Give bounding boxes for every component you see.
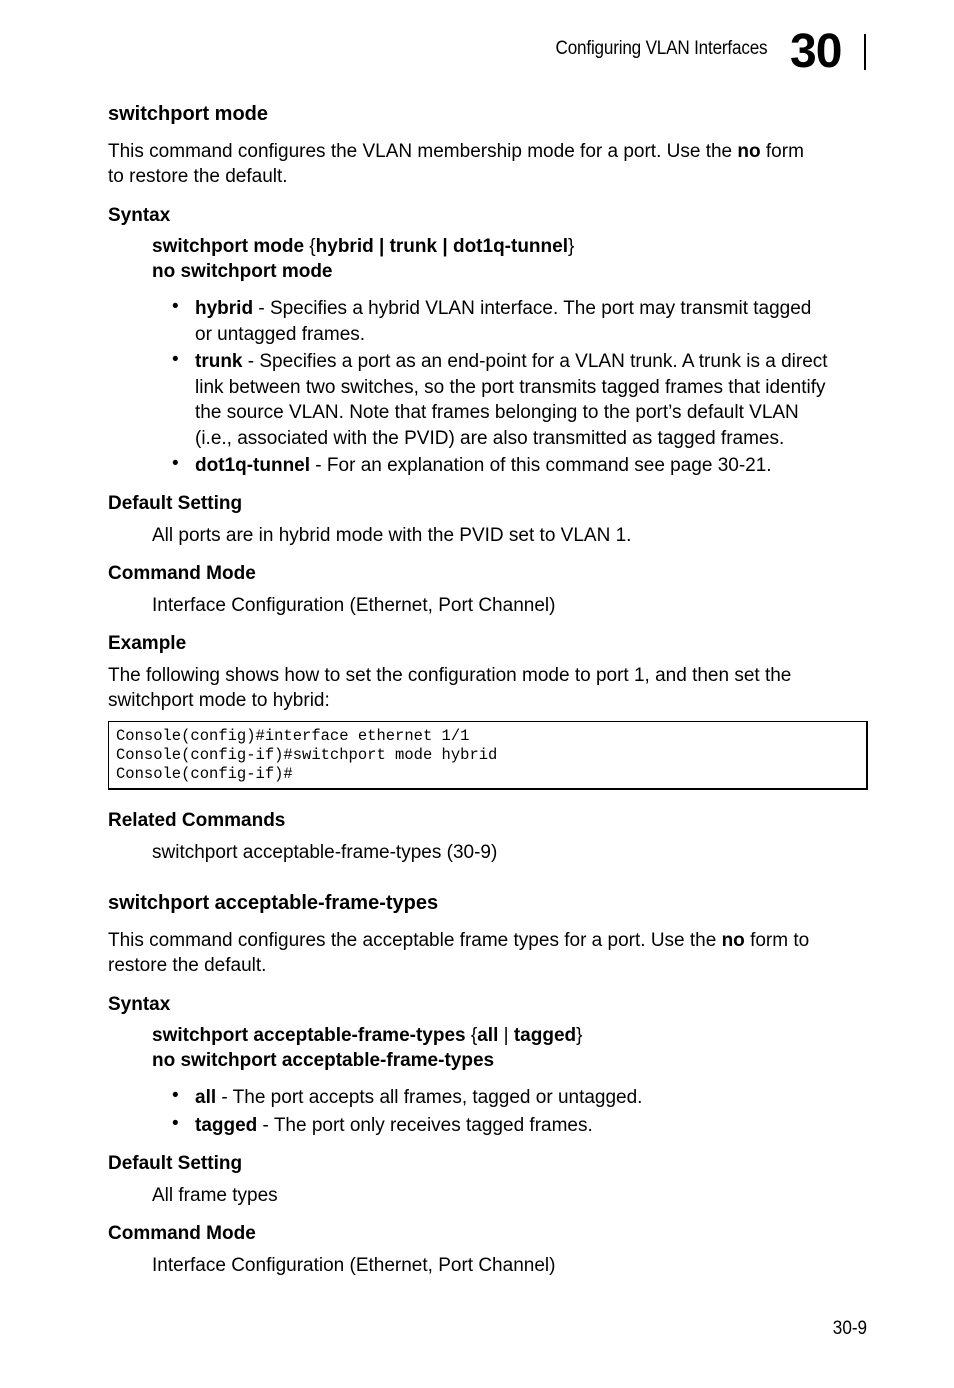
syntax-line: switchport mode {hybrid | trunk | dot1q-tunnel} [152,236,575,257]
code-example-box [108,721,868,790]
syntax-line: switchport acceptable-frame-types {all | tagged} [152,1025,583,1046]
section-title-switchport-mode: switchport mode [108,103,269,125]
section-intro: This command configures the VLAN membership mode for a port. Use the no form [108,141,804,162]
bullet-trunk: trunk - Specifies a port as an end-point for a VLAN trunk. A trunk is a direct link between two switches, so the port transmits tagged frames that identify the source VLAN. Note that frames belonging to the port’s default VLAN (i.e., associated with the PVID) are also transmitted as tagged frames. [195,351,828,449]
example-text: The following shows how to set the configuration mode to port 1, and then set the [108,665,792,686]
syntax-heading: Syntax [108,994,171,1015]
bullet-all: all - The port accepts all frames, tagged or untagged. [195,1087,643,1108]
bullet-marker: • [172,1085,179,1106]
bullet-marker: • [172,1113,179,1134]
bullet-tagged: tagged - The port only receives tagged frames. [195,1115,593,1136]
section-intro-continued: to restore the default. [108,166,288,187]
command-mode-text: Interface Configuration (Ethernet, Port Channel) [152,595,556,616]
running-header: Configuring VLAN Interfaces [555,38,767,59]
section-title-acceptable-frame-types: switchport acceptable-frame-types [108,892,439,914]
bullet-marker: • [172,296,179,317]
default-setting-text: All frame types [152,1185,278,1206]
default-setting-text: All ports are in hybrid mode with the PVID set to VLAN 1. [152,525,632,546]
related-commands-heading: Related Commands [108,810,286,831]
command-mode-heading: Command Mode [108,1223,256,1244]
command-mode-heading: Command Mode [108,563,256,584]
bullet-dot1q-tunnel: dot1q-tunnel - For an explanation of this command see page 30-21. [195,455,772,476]
section-intro-continued: restore the default. [108,955,267,976]
related-commands-text: switchport acceptable-frame-types (30-9) [152,842,498,863]
example-text-continued: switchport mode to hybrid: [108,690,330,711]
chapter-number: 30 [790,25,842,78]
bullet-hybrid: hybrid - Specifies a hybrid VLAN interface. The port may transmit tagged or untagged frames. [195,298,812,345]
syntax-heading: Syntax [108,205,171,226]
section-intro: This command configures the acceptable frame types for a port. Use the no form to [108,930,810,951]
chapter-divider [864,34,866,70]
page-number: 30-9 [832,1318,867,1339]
bullet-marker: • [172,453,179,474]
code-example: Console(config)#interface ethernet 1/1 Console(config-if)#switchport mode hybrid Console(config-if)# [116,727,498,783]
command-mode-text: Interface Configuration (Ethernet, Port Channel) [152,1255,556,1276]
syntax-no-form: no switchport acceptable-frame-types [152,1050,495,1071]
bullet-marker: • [172,349,179,370]
default-setting-heading: Default Setting [108,493,243,514]
example-heading: Example [108,633,187,654]
default-setting-heading: Default Setting [108,1153,243,1174]
syntax-no-form: no switchport mode [152,261,333,282]
